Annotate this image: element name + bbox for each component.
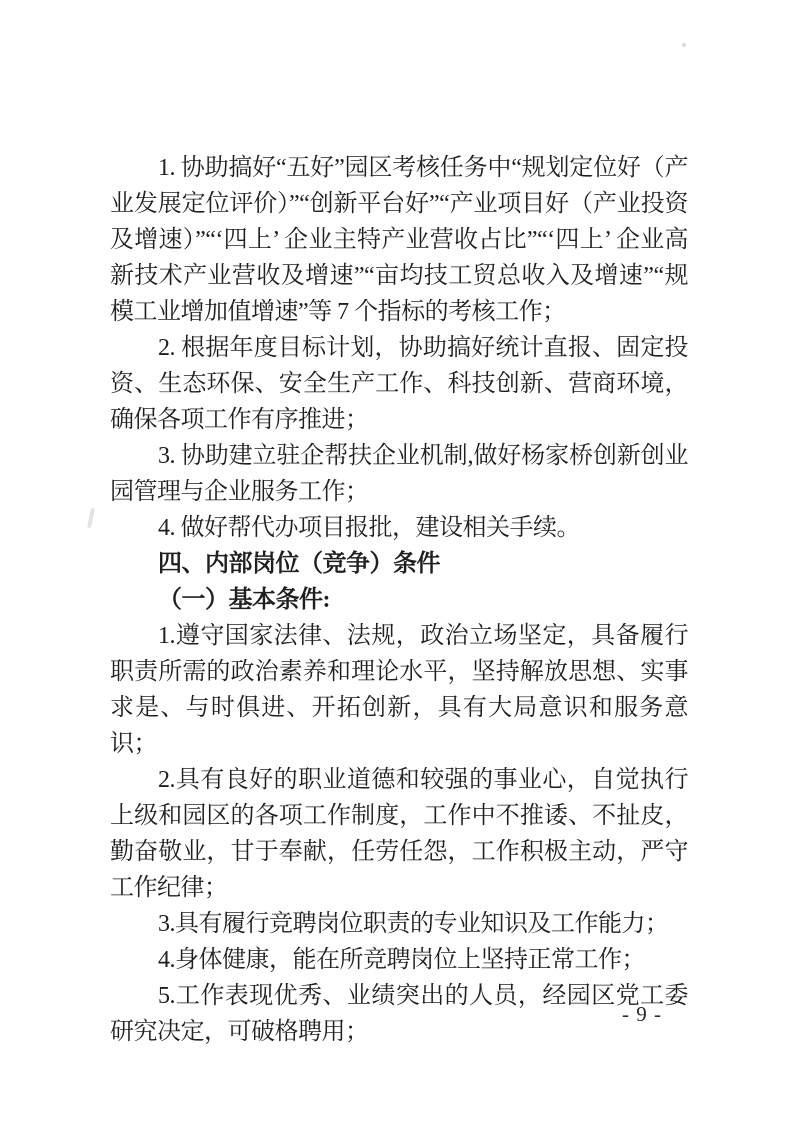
condition-item-1: 1.遵守国家法律、法规，政治立场坚定，具备履行职责所需的政治素养和理论水平，坚持解放思想、实事求是、与时俱进、开拓创新，具有大局意识和服务意识； (110, 623, 688, 757)
subsection-heading: （一）基本条件: (158, 587, 330, 613)
section-heading: 四、内部岗位（竞争）条件 (158, 550, 440, 577)
document-body (110, 150, 688, 1050)
condition-item-2: 2.具有良好的职业道德和较强的事业心，自觉执行上级和园区的各项工作制度，工作中不推诿、不扯皮，勤奋敬业，甘于奉献，任劳任怨，工作积极主动，严守工作纪律； (110, 767, 688, 901)
condition-item-4: 4.身体健康，能在所竞聘岗位上坚持正常工作； (158, 947, 645, 973)
scan-speck (682, 43, 686, 47)
duty-item-4: 4. 做好帮代办项目报批，建设相关手续。 (158, 515, 580, 541)
duty-item-2: 2. 根据年度目标计划，协助搞好统计直报、固定投资、生态环保、安全生产工作、科技创新、营商环境，确保各项工作有序推进； (110, 335, 688, 433)
condition-item-3: 3.具有履行竞聘岗位职责的专业知识及工作能力； (158, 911, 669, 937)
condition-item-5: 5.工作表现优秀、业绩突出的人员，经园区党工委研究决定，可破格聘用； (110, 983, 688, 1045)
page-number: - 9 - (622, 1002, 662, 1026)
scan-smudge (87, 508, 95, 528)
duty-item-3: 3. 协助建立驻企帮扶企业机制,做好杨家桥创新创业园管理与企业服务工作； (110, 443, 688, 505)
duty-item-1: 1. 协助搞好“五好”园区考核任务中“规划定位好（产业发展定位评价）”“创新平台好”“产业项目好（产业投资及增速）”“‘四上’ 企业主特产业营收占比”“‘四上’ 企业高新技术产业营收及增速”“亩均技工贸总收入及增速”“规模工业增加值增速”等 7 个指标的考核工作； (110, 155, 688, 325)
